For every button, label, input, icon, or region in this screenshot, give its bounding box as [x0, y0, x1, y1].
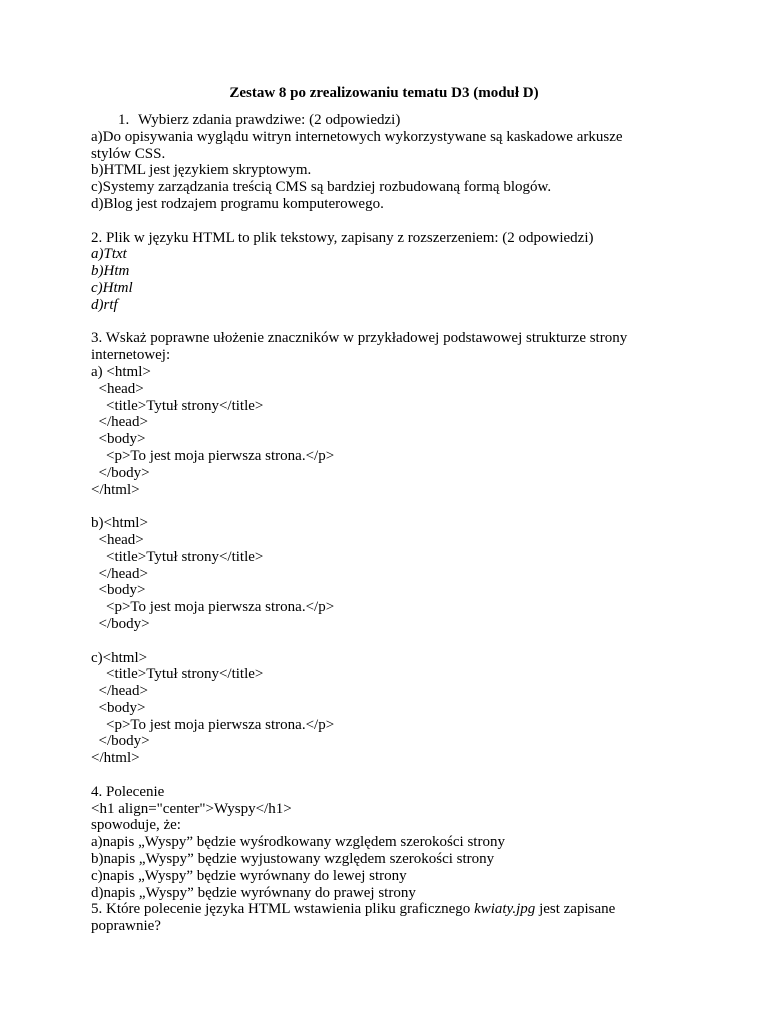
question-1-answer-b: b)HTML jest językiem skryptowym.: [91, 162, 312, 179]
code-line-c: <title>Tytuł strony</title>: [91, 666, 264, 683]
question-1-answer-a-cont: stylów CSS.: [91, 145, 166, 162]
question-5-text-end: jest zapisane: [535, 901, 616, 918]
code-line-c: </head>: [91, 683, 148, 700]
code-line-a: a) <html>: [91, 363, 151, 380]
question-3-prompt-cont: internetowej:: [91, 347, 171, 364]
question-1-text: Wybierz zdania prawdziwe: (2 odpowiedzi): [138, 112, 401, 128]
spacer: [91, 767, 671, 784]
code-line-c: </html>: [91, 750, 140, 767]
question-2-prompt: 2. Plik w języku HTML to plik tekstowy, zapisany z rozszerzeniem: (2 odpowiedzi): [91, 229, 594, 246]
question-5-prompt-cont: poprawnie?: [91, 918, 161, 935]
question-4-prompt: 4. Polecenie: [91, 783, 165, 800]
question-2-answer-c: c)Html: [91, 279, 133, 296]
code-line-a: <title>Tytuł strony</title>: [91, 397, 264, 414]
code-line-b: b)<html>: [91, 515, 148, 532]
spacer: [91, 633, 671, 650]
code-line-c: <body>: [91, 699, 146, 716]
code-line-c: <p>To jest moja pierwsza strona.</p>: [91, 716, 335, 733]
spacer: [91, 213, 671, 230]
code-line-a: </html>: [91, 481, 140, 498]
question-1-prompt: [91, 112, 671, 129]
code-line-a: </head>: [91, 414, 148, 431]
code-line-b: <head>: [91, 531, 144, 548]
code-line-b: </head>: [91, 565, 148, 582]
question-4-code: <h1 align="center">Wyspy</h1>: [91, 800, 292, 817]
question-4-lead: spowoduje, że:: [91, 817, 181, 834]
document-body: [91, 112, 671, 935]
question-4-answer-d: d)napis „Wyspy” będzie wyrównany do prawej strony: [91, 884, 416, 901]
code-line-a: <head>: [91, 380, 144, 397]
code-line-b: <p>To jest moja pierwsza strona.</p>: [91, 599, 335, 616]
code-line-c: c)<html>: [91, 649, 148, 666]
document-title: Zestaw 8 po zrealizowaniu tematu D3 (moduł D): [229, 85, 539, 101]
question-2-answer-b: b)Htm: [91, 263, 130, 280]
question-1-answer-a: a)Do opisywania wyglądu witryn internetowych wykorzystywane są kaskadowe arkusze: [91, 128, 623, 145]
code-line-a: </body>: [91, 464, 150, 481]
code-line-a: <p>To jest moja pierwsza strona.</p>: [91, 447, 335, 464]
question-1-answer-d: d)Blog jest rodzajem programu komputerowego.: [91, 195, 384, 212]
code-line-c: </body>: [91, 733, 150, 750]
question-1-answer-c: c)Systemy zarządzania treścią CMS są bardziej rozbudowaną formą blogów.: [91, 179, 552, 196]
question-4-answer-c: c)napis „Wyspy” będzie wyrównany do lewej strony: [91, 867, 407, 884]
question-5-prompt: [91, 901, 671, 918]
code-line-b: </body>: [91, 615, 150, 632]
question-3-prompt: 3. Wskaż poprawne ułożenie znaczników w przykładowej podstawowej strukturze strony: [91, 330, 628, 347]
question-5-filename: kwiaty.jpg: [474, 901, 536, 918]
spacer: [91, 498, 671, 515]
code-line-b: <title>Tytuł strony</title>: [91, 548, 264, 565]
code-line-a: <body>: [91, 431, 146, 448]
question-4-answer-a: a)napis „Wyspy” będzie wyśrodkowany względem szerokości strony: [91, 834, 505, 851]
question-2-answer-a: a)Ttxt: [91, 246, 127, 263]
code-line-b: <body>: [91, 582, 146, 599]
spacer: [91, 314, 671, 331]
question-2-answer-d: d)rtf: [91, 296, 118, 313]
question-4-answer-b: b)napis „Wyspy” będzie wyjustowany względem szerokości strony: [91, 851, 495, 868]
question-5-text-start: 5. Które polecenie języka HTML wstawienia pliku graficznego: [91, 901, 475, 918]
question-1-number: 1.: [118, 112, 130, 128]
